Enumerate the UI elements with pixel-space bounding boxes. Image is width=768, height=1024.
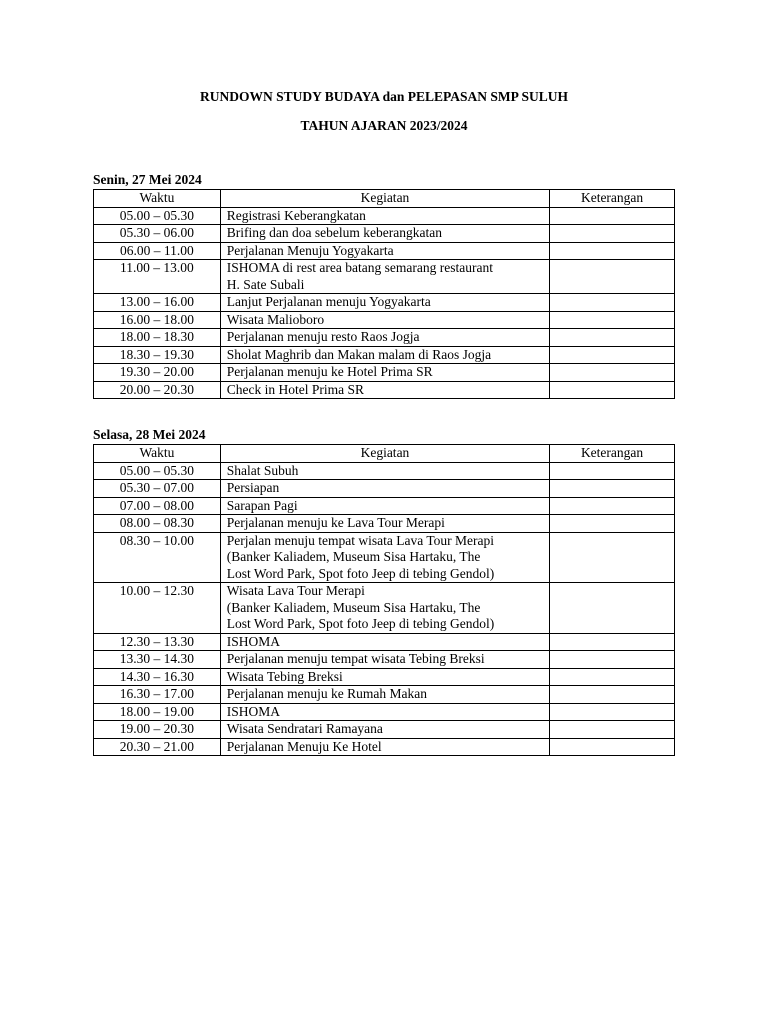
activity-line: Shalat Subuh	[226, 462, 299, 478]
note-cell	[550, 633, 675, 651]
activity-line: Lanjut Perjalanan menuju Yogyakarta	[226, 294, 431, 309]
activity-line: Perjalan menuju tempat wisata Lava Tour Merapi	[226, 532, 494, 548]
column-header-time: Waktu	[94, 445, 221, 463]
note-cell	[550, 583, 675, 634]
activity-cell	[220, 462, 549, 480]
column-header-note: Keterangan	[550, 190, 675, 208]
activity-line: Perjalanan Menuju Ke Hotel	[226, 738, 382, 754]
activity-cell	[220, 225, 549, 243]
table-row	[94, 497, 675, 515]
time-cell: 20.30 – 21.00	[94, 738, 221, 756]
activity-line: Sholat Maghrib dan Makan malam di Raos Jogja	[226, 346, 492, 362]
table-row	[94, 260, 675, 294]
activity-line: H. Sate Subali	[226, 276, 305, 292]
time-cell: 19.30 – 20.00	[94, 364, 221, 382]
note-cell	[550, 668, 675, 686]
note-cell	[550, 381, 675, 399]
note-cell	[550, 480, 675, 498]
table-row	[94, 462, 675, 480]
activity-cell	[220, 703, 549, 721]
table-row	[94, 583, 675, 634]
time-cell: 18.00 – 18.30	[94, 329, 221, 347]
schedule-table-tuesday	[93, 444, 675, 756]
activity-cell	[220, 329, 549, 347]
time-cell: 05.30 – 06.00	[94, 225, 221, 243]
activity-line: Lost Word Park, Spot foto Jeep di tebing Gendol)	[226, 616, 495, 631]
activity-line: Lost Word Park, Spot foto Jeep di tebing Gendol)	[226, 565, 495, 581]
activity-line: Wisata Tebing Breksi	[226, 668, 343, 684]
activity-line: Check in Hotel Prima SR	[226, 381, 365, 397]
note-cell	[550, 364, 675, 382]
column-header-activity: Kegiatan	[220, 190, 549, 208]
table-row	[94, 225, 675, 243]
activity-line: Sarapan Pagi	[226, 497, 298, 513]
table-row	[94, 364, 675, 382]
activity-line: (Banker Kaliadem, Museum Sisa Hartaku, The	[226, 599, 481, 615]
note-cell	[550, 260, 675, 294]
table-row	[94, 686, 675, 704]
time-cell: 12.30 – 13.30	[94, 633, 221, 651]
table-row	[94, 381, 675, 399]
table-row	[94, 721, 675, 739]
time-cell: 14.30 – 16.30	[94, 668, 221, 686]
time-cell: 18.00 – 19.00	[94, 703, 221, 721]
note-cell	[550, 686, 675, 704]
activity-cell	[220, 207, 549, 225]
time-cell: 05.00 – 05.30	[94, 207, 221, 225]
note-cell	[550, 311, 675, 329]
time-cell: 07.00 – 08.00	[94, 497, 221, 515]
activity-line: Perjalanan Menuju Yogyakarta	[226, 242, 394, 258]
time-cell: 08.00 – 08.30	[94, 515, 221, 533]
table-row	[94, 651, 675, 669]
activity-line: Brifing dan doa sebelum keberangkatan	[226, 225, 442, 240]
time-cell: 05.00 – 05.30	[94, 462, 221, 480]
table-row	[94, 633, 675, 651]
time-cell: 20.00 – 20.30	[94, 381, 221, 399]
table-row	[94, 346, 675, 364]
note-cell	[550, 532, 675, 583]
time-cell: 13.00 – 16.00	[94, 294, 221, 312]
activity-line: Perjalanan menuju resto Raos Jogja	[226, 329, 420, 344]
activity-line: Perjalanan menuju tempat wisata Tebing Breksi	[226, 651, 485, 666]
table-header-row	[94, 445, 675, 463]
activity-cell	[220, 651, 549, 669]
activity-cell	[220, 381, 549, 399]
activity-cell	[220, 668, 549, 686]
activity-line: Persiapan	[226, 480, 280, 495]
activity-line: (Banker Kaliadem, Museum Sisa Hartaku, The	[226, 549, 481, 564]
column-header-note: Keterangan	[550, 445, 675, 463]
table-row	[94, 738, 675, 756]
note-cell	[550, 703, 675, 721]
activity-line: Perjalanan menuju ke Rumah Makan	[226, 686, 427, 701]
time-cell: 18.30 – 19.30	[94, 346, 221, 364]
activity-cell	[220, 738, 549, 756]
day-label-tuesday: Selasa, 28 Mei 2024	[93, 427, 206, 442]
note-cell	[550, 329, 675, 347]
activity-cell	[220, 532, 549, 583]
activity-line: Perjalanan menuju ke Hotel Prima SR	[226, 364, 433, 379]
table-row	[94, 515, 675, 533]
note-cell	[550, 651, 675, 669]
activity-cell	[220, 583, 549, 634]
activity-cell	[220, 294, 549, 312]
schedule-table-monday	[93, 189, 675, 399]
activity-cell	[220, 242, 549, 260]
table-row	[94, 311, 675, 329]
activity-line: Wisata Lava Tour Merapi	[226, 583, 365, 598]
activity-cell	[220, 364, 549, 382]
activity-line: Wisata Sendratari Ramayana	[226, 721, 383, 736]
time-cell: 13.30 – 14.30	[94, 651, 221, 669]
activity-cell	[220, 721, 549, 739]
time-cell: 08.30 – 10.00	[94, 532, 221, 583]
table-row	[94, 668, 675, 686]
note-cell	[550, 225, 675, 243]
time-cell: 05.30 – 07.00	[94, 480, 221, 498]
table-row	[94, 480, 675, 498]
time-cell: 16.00 – 18.00	[94, 311, 221, 329]
time-cell: 11.00 – 13.00	[94, 260, 221, 294]
note-cell	[550, 497, 675, 515]
activity-line: Registrasi Keberangkatan	[226, 207, 366, 223]
note-cell	[550, 515, 675, 533]
time-cell: 06.00 – 11.00	[94, 242, 221, 260]
activity-cell	[220, 497, 549, 515]
activity-cell	[220, 346, 549, 364]
note-cell	[550, 738, 675, 756]
activity-line: ISHOMA	[226, 633, 281, 649]
document-title-line-1: RUNDOWN STUDY BUDAYA dan PELEPASAN SMP SULUH	[199, 89, 569, 104]
note-cell	[550, 207, 675, 225]
note-cell	[550, 294, 675, 312]
activity-cell	[220, 686, 549, 704]
table-row	[94, 703, 675, 721]
note-cell	[550, 721, 675, 739]
table-row	[94, 242, 675, 260]
table-row	[94, 532, 675, 583]
activity-cell	[220, 515, 549, 533]
activity-cell	[220, 633, 549, 651]
column-header-activity: Kegiatan	[220, 445, 549, 463]
table-row	[94, 207, 675, 225]
note-cell	[550, 242, 675, 260]
time-cell: 16.30 – 17.00	[94, 686, 221, 704]
activity-cell	[220, 480, 549, 498]
column-header-time: Waktu	[94, 190, 221, 208]
time-cell: 19.00 – 20.30	[94, 721, 221, 739]
activity-line: Wisata Malioboro	[226, 311, 325, 327]
activity-line: ISHOMA	[226, 703, 281, 719]
activity-cell	[220, 260, 549, 294]
time-cell: 10.00 – 12.30	[94, 583, 221, 634]
table-row	[94, 294, 675, 312]
document-title-line-2: TAHUN AJARAN 2023/2024	[300, 118, 468, 133]
activity-line: Perjalanan menuju ke Lava Tour Merapi	[226, 515, 445, 530]
day-label-monday: Senin, 27 Mei 2024	[93, 172, 202, 187]
table-row	[94, 329, 675, 347]
activity-cell	[220, 311, 549, 329]
note-cell	[550, 346, 675, 364]
note-cell	[550, 462, 675, 480]
table-header-row	[94, 190, 675, 208]
activity-line: ISHOMA di rest area batang semarang restaurant	[226, 260, 493, 275]
